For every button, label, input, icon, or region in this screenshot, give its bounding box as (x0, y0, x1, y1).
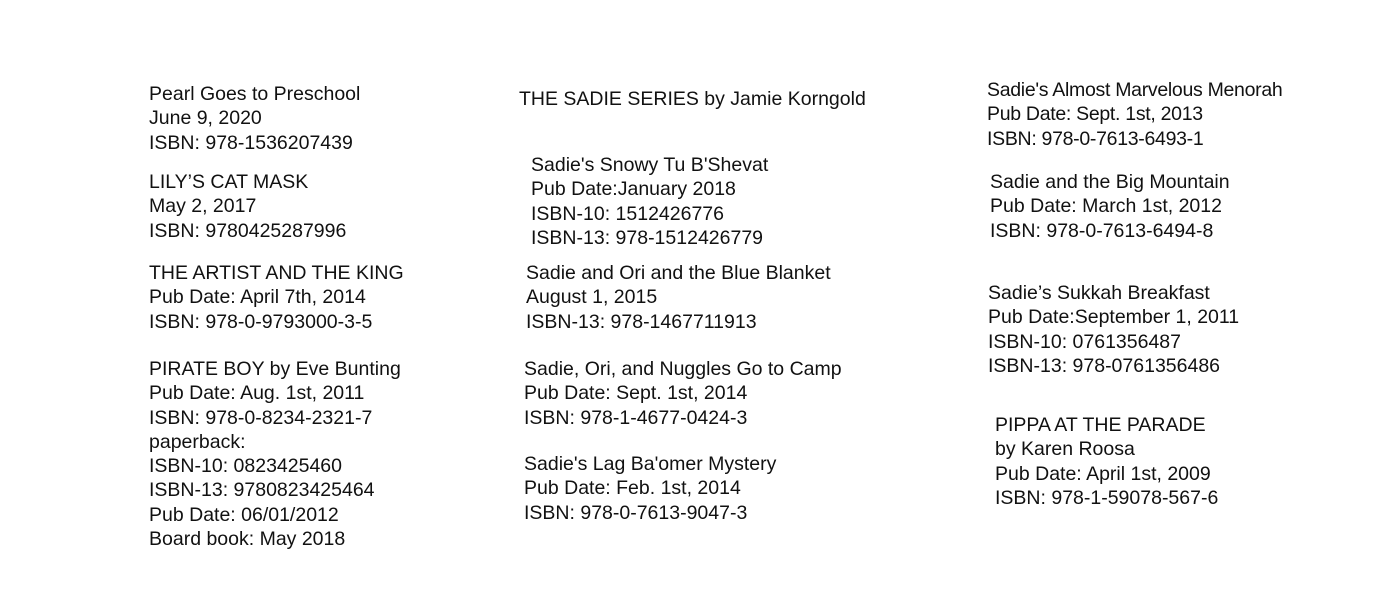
pub-date: May 2, 2017 (149, 195, 257, 218)
book-title: Pearl Goes to Preschool (149, 83, 361, 105)
isbn: ISBN: 978-0-9793000-3-5 (149, 310, 373, 333)
isbn-13: ISBN-13: 9780823425464 (149, 479, 375, 502)
author: by Karen Roosa (995, 438, 1135, 461)
board-book-date: Board book: May 2018 (149, 528, 346, 551)
book-title: PIRATE BOY by Eve Bunting (149, 358, 401, 380)
book-pearl-goes-to-preschool (149, 82, 360, 155)
book-title: Sadie's Snowy Tu B'Shevat (531, 154, 769, 176)
book-sadies-almost-marvelous-menorah (987, 78, 1282, 151)
book-title: Sadie's Lag Ba'omer Mystery (524, 453, 777, 475)
book-sadies-snowy-tu-bshevat (531, 153, 768, 250)
book-title: PIPPA AT THE PARADE (995, 414, 1206, 436)
isbn: ISBN: 9780425287996 (149, 219, 347, 242)
pub-date: Pub Date: 06/01/2012 (149, 503, 339, 526)
series-title: THE SADIE SERIES by Jamie Korngold (519, 88, 866, 110)
pub-date: Pub Date:January 2018 (531, 178, 736, 201)
isbn: ISBN: 978-1-4677-0424-3 (524, 406, 748, 429)
book-title: Sadie and the Big Mountain (990, 171, 1230, 193)
pub-date: August 1, 2015 (526, 286, 658, 309)
book-pippa-at-the-parade (995, 413, 1218, 510)
book-title: THE ARTIST AND THE KING (149, 262, 404, 284)
series-heading (519, 87, 866, 111)
pub-date: Pub Date: Aug. 1st, 2011 (149, 382, 365, 405)
book-sadie-and-ori-blue-blanket (526, 261, 831, 334)
book-pirate-boy (149, 357, 401, 551)
book-sadie-and-the-big-mountain (990, 170, 1230, 243)
book-title: Sadie and Ori and the Blue Blanket (526, 262, 831, 284)
isbn: ISBN: 978-0-7613-6493-1 (987, 127, 1204, 150)
pub-date: Pub Date: April 1st, 2009 (995, 462, 1211, 485)
isbn-13: ISBN-13: 978-0761356486 (988, 354, 1221, 377)
pub-date: June 9, 2020 (149, 107, 262, 130)
isbn-10: ISBN-10: 0761356487 (988, 330, 1181, 353)
pub-date: Pub Date: Feb. 1st, 2014 (524, 477, 741, 500)
pub-date: Pub Date: Sept. 1st, 2014 (524, 382, 748, 405)
isbn-13: ISBN-13: 978-1467711913 (526, 310, 757, 333)
book-the-artist-and-the-king (149, 261, 404, 334)
pub-date: Pub Date: April 7th, 2014 (149, 286, 366, 309)
isbn: ISBN: 978-0-7613-9047-3 (524, 501, 748, 524)
isbn: ISBN: 978-1-59078-567-6 (995, 486, 1219, 509)
pub-date: Pub Date: March 1st, 2012 (990, 195, 1222, 218)
book-lilys-cat-mask (149, 170, 346, 243)
book-title: Sadie’s Sukkah Breakfast (988, 282, 1210, 304)
book-title: LILY’S CAT MASK (149, 171, 309, 193)
book-title: Sadie, Ori, and Nuggles Go to Camp (524, 358, 842, 380)
pub-date: Pub Date:September 1, 2011 (988, 306, 1240, 329)
edition-label: paperback: (149, 430, 246, 453)
pub-date: Pub Date: Sept. 1st, 2013 (987, 103, 1203, 126)
isbn-10: ISBN-10: 1512426776 (531, 202, 724, 225)
isbn: ISBN: 978-0-7613-6494-8 (990, 219, 1214, 242)
isbn-10: ISBN-10: 0823425460 (149, 455, 342, 478)
book-sadie-ori-nuggles-camp (524, 357, 842, 430)
isbn: ISBN: 978-0-8234-2321-7 (149, 406, 373, 429)
book-sadies-sukkah-breakfast (988, 281, 1239, 378)
book-sadies-lag-baomer-mystery (524, 452, 776, 525)
isbn-13: ISBN-13: 978-1512426779 (531, 226, 764, 249)
isbn: ISBN: 978-1536207439 (149, 131, 353, 154)
book-title: Sadie's Almost Marvelous Menorah (987, 79, 1283, 101)
